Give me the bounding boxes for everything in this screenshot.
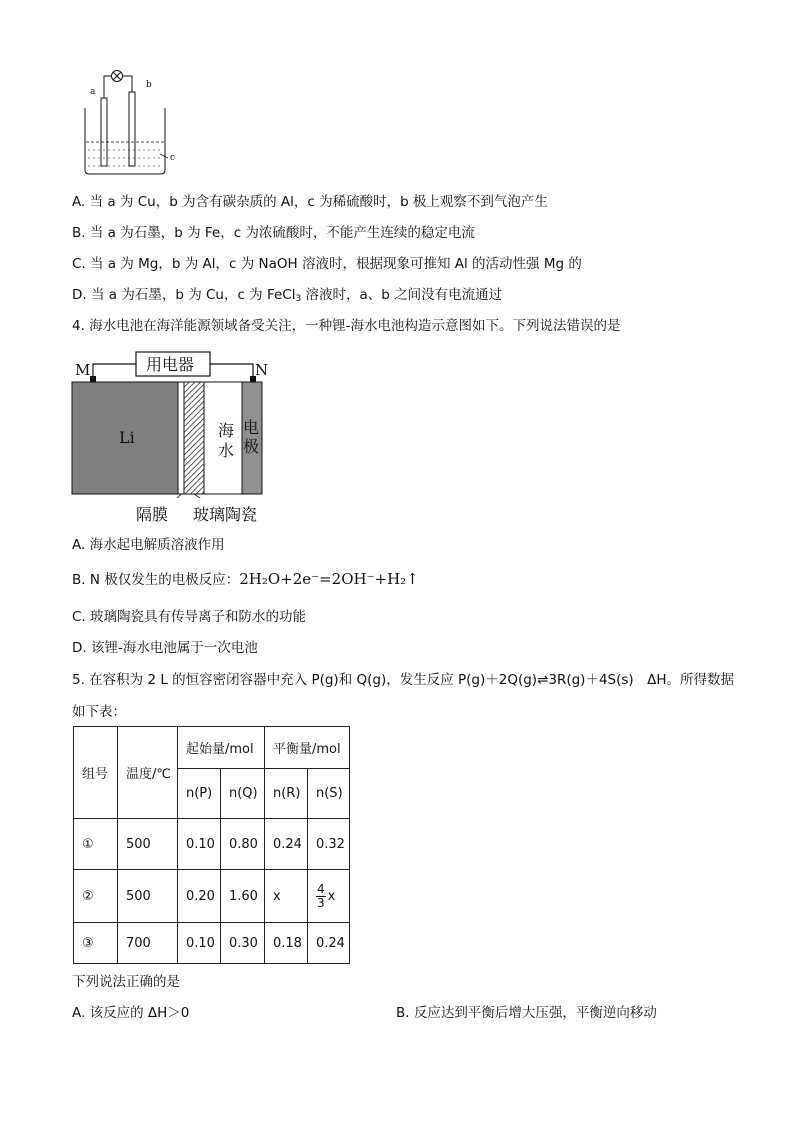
header-temp: 温度/℃ — [126, 767, 171, 782]
electrode-label-1: 电 — [243, 418, 260, 437]
electrode-label-2: 极 — [243, 437, 260, 456]
header-eq: 平衡量/mol — [273, 742, 341, 757]
q4-option-b: B. N 极仅发生的电极反应：2H₂O+2e⁻=2OH⁻+H₂↑ — [72, 570, 419, 588]
q3-option-b: B. 当 a 为石墨，b 为 Fe，c 为浓硫酸时，不能产生连续的稳定电流 — [72, 225, 475, 241]
header-start: 起始量/mol — [186, 742, 254, 757]
q3-option-d: D. 当 a 为石墨，b 为 Cu，c 为 FeCl$_3$ 溶液时，a、b 之间没有电流通过 — [72, 287, 503, 304]
terminal-n-label: N — [255, 361, 269, 379]
table-row: ② 500 0.20 1.60 x $\frac{4}{3}$ x — [74, 870, 350, 923]
data-table — [73, 726, 350, 964]
subheader-ns: n(S) — [316, 786, 343, 801]
header-group: 组号 — [82, 767, 109, 782]
q4-option-d: D. 该锂-海水电池属于一次电池 — [72, 640, 258, 656]
label-c: c — [170, 153, 176, 163]
q4-equation: 2H₂O+2e⁻=2OH⁻+H₂↑ — [239, 570, 419, 588]
label-a: a — [90, 87, 96, 97]
seawater-label-1: 海 — [218, 421, 235, 440]
q3-option-a: A. 当 a 为 Cu，b 为含有碳杂质的 Al，c 为稀硫酸时，b 极上观察不到气泡产生 — [72, 194, 548, 210]
terminal-m-label: M — [75, 361, 91, 379]
q3-option-c: C. 当 a 为 Mg，b 为 Al，c 为 NaOH 溶液时，根据现象可推知 Al 的活动性强 Mg 的 — [72, 256, 582, 272]
q4-option-c: C. 玻璃陶瓷具有传导离子和防水的功能 — [72, 609, 307, 625]
q5-prompt: 下列说法正确的是 — [72, 974, 180, 990]
membrane-label: 隔膜 — [136, 505, 169, 524]
table-row: ③ 700 0.10 0.30 0.18 0.24 — [74, 923, 350, 964]
q4-stem: 4. 海水电池在海洋能源领域备受关注，一种锂-海水电池构造示意图如下。下列说法错误的是 — [72, 318, 621, 334]
q4-option-a: A. 海水起电解质溶液作用 — [72, 537, 225, 553]
device-label: 用电器 — [146, 355, 195, 374]
ceramic-label: 玻璃陶瓷 — [193, 505, 258, 524]
seawater-label-2: 水 — [218, 441, 235, 460]
subheader-nr: n(R) — [273, 786, 301, 801]
subheader-nq: n(Q) — [229, 786, 258, 801]
q5-stem-line1: 5. 在容积为 2 L 的恒容密闭容器中充入 P(g)和 Q(g)，发生反应 P(g)＋2Q(g)⇌3R(g)＋4S(s) ΔH。所得数据 — [72, 672, 735, 688]
li-label: Li — [119, 428, 135, 447]
table-row: ① 500 0.10 0.80 0.24 0.32 — [74, 819, 350, 870]
q5-option-a: A. 该反应的 ΔH＞0 — [72, 1005, 190, 1021]
subheader-np: n(P) — [186, 786, 213, 801]
label-b: b — [146, 80, 152, 90]
q5-option-b: B. 反应达到平衡后增大压强，平衡逆向移动 — [396, 1005, 657, 1021]
fraction-cell: $\frac{4}{3}$ x — [317, 881, 336, 910]
q5-stem-line2: 如下表： — [72, 704, 126, 720]
